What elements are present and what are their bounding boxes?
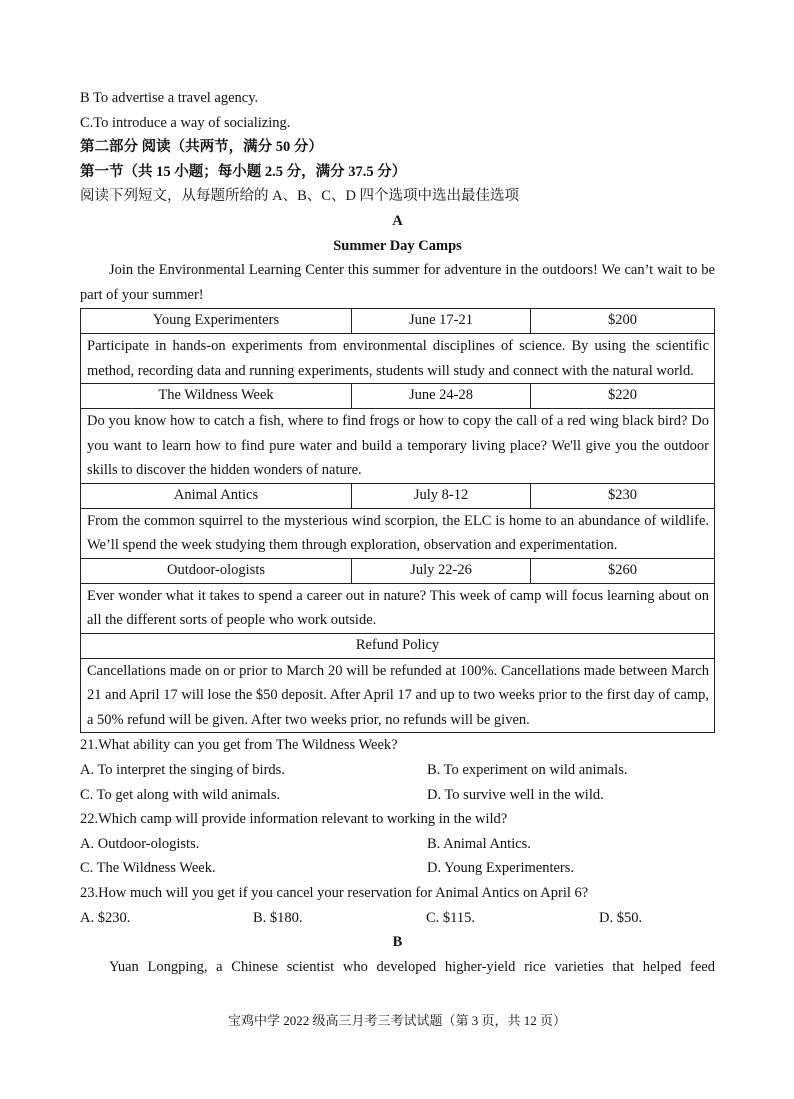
- camp-price: $230: [531, 483, 715, 508]
- camp-price: $200: [531, 309, 715, 334]
- camp-desc-row: [81, 583, 715, 633]
- question-stem: 23.How much will you get if you cancel your reservation for Animal Antics on April 6?: [80, 885, 589, 902]
- question-stem: 21.What ability can you get from The Wildness Week?: [80, 737, 398, 754]
- passage-a-letter: A: [392, 212, 403, 229]
- camp-date: June 17-21: [352, 309, 531, 334]
- refund-policy-title: Refund Policy: [81, 633, 715, 658]
- option-b: B. To experiment on wild animals.: [427, 762, 628, 779]
- camp-date: July 8-12: [352, 483, 531, 508]
- camps-table: [80, 308, 715, 733]
- camp-header-row: [81, 384, 715, 409]
- camp-date: June 24-28: [352, 384, 531, 409]
- camp-name: Young Experimenters: [81, 309, 352, 334]
- camp-price: $220: [531, 384, 715, 409]
- camp-name: Outdoor-ologists: [81, 558, 352, 583]
- option-d: D. $50.: [599, 909, 643, 926]
- refund-policy-text: Cancellations made on or prior to March 20 will be refunded at 100%. Cancellations made between March 21 and April 17 will lose the $50 deposit. After April 17 and up to two weeks prior to the first day of camp, a 50% refund will be given. After two weeks prior, no refunds will be given.: [81, 658, 715, 733]
- question-23: [80, 881, 715, 930]
- refund-header-row: [81, 633, 715, 658]
- question-stem: 22.Which camp will provide information relevant to working in the wild?: [80, 811, 508, 828]
- section-heading: 第二部分 阅读（共两节，满分 50 分）: [80, 139, 323, 156]
- option-c: C. The Wildness Week.: [80, 860, 216, 877]
- camp-description: Participate in hands-on experiments from environmental disciplines of science. By using the scientific method, recording data and running experiments, students will study and connect with the natural world.: [81, 334, 715, 384]
- camp-desc-row: [81, 409, 715, 484]
- question-22: [80, 807, 715, 881]
- camp-description: Do you know how to catch a fish, where to find frogs or how to copy the call of a red wing black bird? Do you want to learn how to find pure water and build a temporary living place? We'll give you the outdoor skills to discover the hidden wonders of nature.: [81, 409, 715, 484]
- camp-name: Animal Antics: [81, 483, 352, 508]
- option-b: B. $180.: [253, 909, 303, 926]
- passage-b-letter: B: [392, 934, 403, 951]
- camp-description: From the common squirrel to the mysterious wind scorpion, the ELC is home to an abundance of wildlife. We’ll spend the week studying them through exploration, observation and experimentation.: [81, 508, 715, 558]
- camp-price: $260: [531, 558, 715, 583]
- option-c: C. $115.: [426, 909, 476, 926]
- prev-option-b: B To advertise a travel agency.: [80, 90, 259, 106]
- camp-header-row: [81, 483, 715, 508]
- page-footer: 宝鸡中学 2022 级高三月考三考试试题（第 3 页，共 12 页）: [227, 1013, 566, 1028]
- camp-name: The Wildness Week: [81, 384, 352, 409]
- exam-page: [80, 86, 715, 979]
- camp-date: July 22-26: [352, 558, 531, 583]
- camp-description: Ever wonder what it takes to spend a career out in nature? This week of camp will focus learning about on all the different sorts of people who work outside.: [81, 583, 715, 633]
- refund-text-row: [81, 658, 715, 733]
- option-d: D. Young Experimenters.: [427, 860, 575, 877]
- option-b: B. Animal Antics.: [427, 835, 531, 852]
- prev-option-c: C.To introduce a way of socializing.: [80, 114, 291, 131]
- option-a: A. $230.: [80, 909, 131, 926]
- passage-a-intro: Join the Environmental Learning Center this summer for adventure in the outdoors! We can’t wait to be part of your summer!: [80, 262, 715, 303]
- question-21: [80, 733, 715, 807]
- camp-desc-row: [81, 508, 715, 558]
- passage-a-title: Summer Day Camps: [333, 237, 462, 254]
- option-a: A. To interpret the singing of birds.: [80, 762, 285, 779]
- option-c: C. To get along with wild animals.: [80, 786, 281, 803]
- camp-desc-row: [81, 334, 715, 384]
- camp-header-row: [81, 558, 715, 583]
- option-d: D. To survive well in the wild.: [427, 786, 604, 803]
- camp-header-row: [81, 309, 715, 334]
- passage-b-first-line: Yuan Longping, a Chinese scientist who developed higher-yield rice varieties that helped feed: [109, 958, 715, 975]
- subsection-heading: 第一节（共 15 小题；每小题 2.5 分，满分 37.5 分）: [80, 163, 407, 180]
- option-a: A. Outdoor-ologists.: [80, 835, 200, 852]
- reading-instruction: 阅读下列短文，从每题所给的 A、B、C、D 四个选项中选出最佳选项: [80, 188, 520, 205]
